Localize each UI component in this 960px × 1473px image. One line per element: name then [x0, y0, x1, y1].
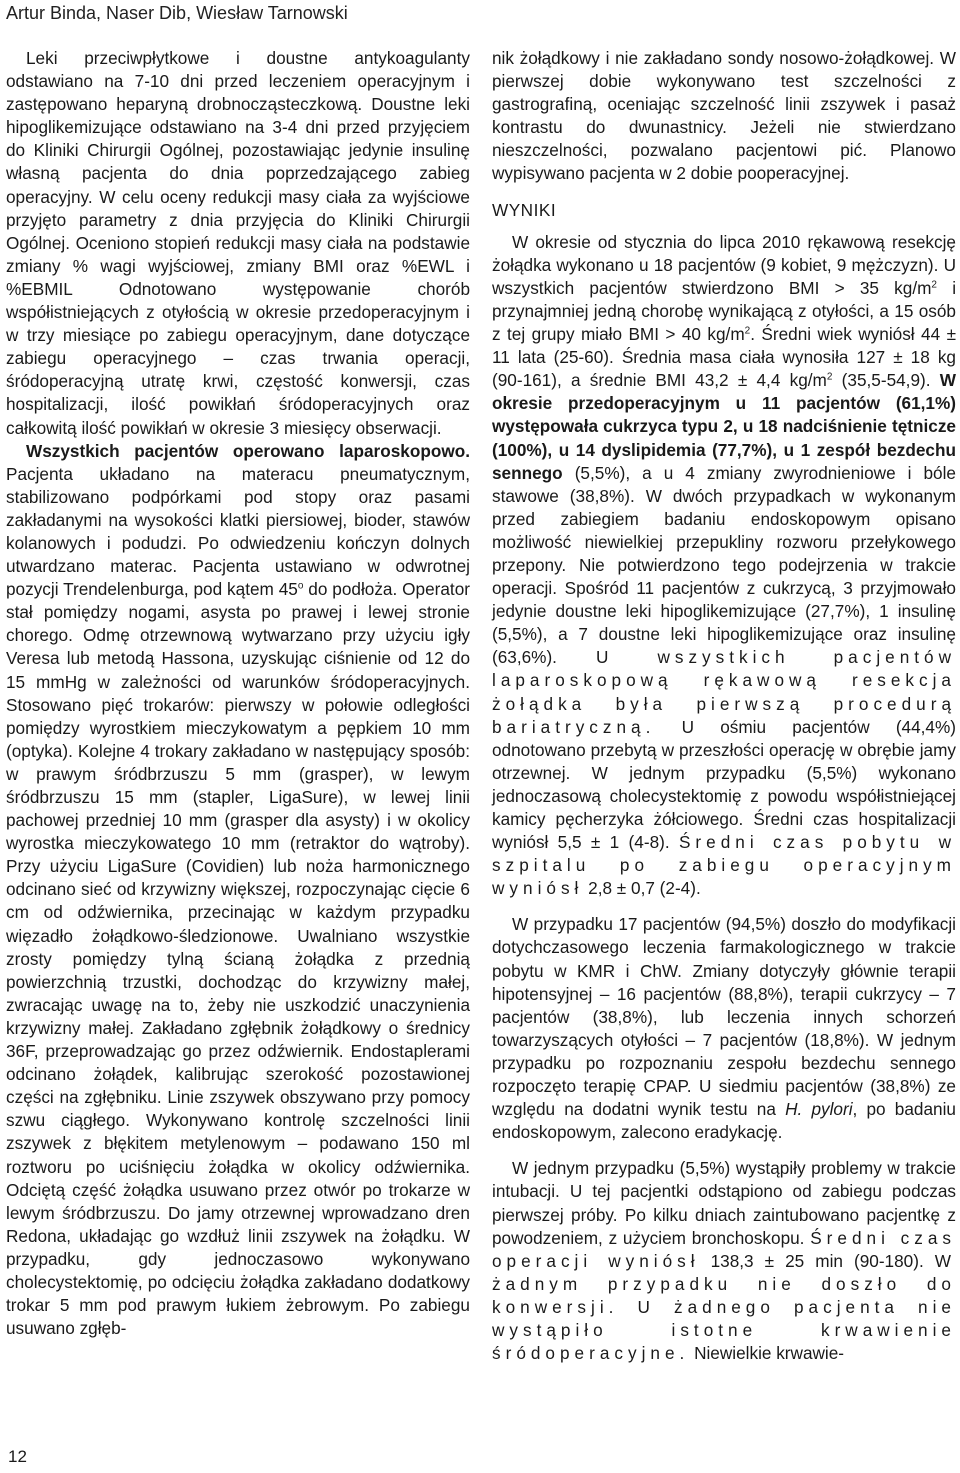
right-column [492, 47, 956, 1365]
results-text-a: W okresie od stycznia do lipca 2010 rękawową resekcję żołądka wykonano u 18 pacjentów (9 kobiet, 9 mężczyzn). U wszystkich pacjentów stwierdzono BMI > 35 kg/m [492, 231, 956, 298]
results-text-b: i przynajmniej jedną chorobę wynikającą z otyłości, a 15 osób z tej grupy miało BMI > 40 kg/m [492, 277, 957, 345]
results-text-g: 2,8 ± 0,7 (2-4). [583, 878, 701, 899]
left-column [6, 47, 470, 1340]
superscript-squared: 2 [744, 325, 751, 337]
spaced-emphasis: Średni czas pobytu w szpitalu po zabiegu operacyjnym wyniósł [492, 832, 956, 899]
superscript-squared: 2 [931, 279, 937, 291]
bold-surgery-lead: Wszystkich pacjentów operowano laparoskopowo. [26, 440, 470, 461]
spaced-emphasis: Średni czas operacji wyniósł [492, 1227, 956, 1271]
surgery-text-continued: do podłoża. Operator stał pomiędzy nogami, asysta po prawej i lewej stronie chorego. Odmę otrzewnową wytwarzano przy użyciu igły Veresa lub metodą Hassona, uzyskując ciśnienie od 12 do 15 mmHg w zależności od warunków śródoperacyjnych. Stosowano pięć trokarów: pierwszy w połowie odległości pomiędzy wyrostkiem mieczykowatym a pępkiem 10 mm (optyka). Kolejne 4 trokary zakładano w następujący sposób: w prawym śródbrzuszu 5 mm (grasper), w lewym śródbrzuszu 15 mm (stapler, LigaSure), w lewej linii pachowej przedniej 10 mm (grasper dla asysty) i w okolicy wyrostka mieczykowatego 10 mm (retraktor do wątroby). Przy użyciu LigaSure (Covidien) lub noża harmonicznego odcinano sieć od krzywizny większej, rozpoczynając cięcie 6 cm od odźwiernika, przecinając w każdym przypadku więzadło żołądkowo-śledzionowe. Uwalniano wszystkie zrosty pomiędzy tylną ścianą żołądka z przednią powierzchnią trzustki, dochodząc do krzywizny małej, zwracając uwagę na to, żeby nie uszkodzić unaczynienia krzywizny małej. Zakładano zgłębnik żołądkowy o średnicy 36F, przeprowadzając go przez odźwiernik. Endostaplerami odcinano żołądek, kalibrując szerokość pozostawionej części na zgłębniku. Linie zszywek obszywano przy pomocy szwu ciągłego. Wykonywano kontrolę szczelności linii zszywek z błękitem metylenowym – podawano 150 ml roztworu po uciśnięciu żołądka w okolicy odźwiernika. Odciętą część żołądka usuwano przez otwór po trokarze w lewym śródbrzuszu. Do jamy otrzewnej wprowadzano dren Redona, układając go wzdłuż linii zszywek na żołądku. W przypadku, gdy jednoczasowo wykonywano cholecystektomię, po odcięciu żołądka zakładano dodatkowy trokar 5 mm pod prawym łukiem żebrowym. Po zabiegu usuwano zgłęb- [6, 579, 470, 1339]
pharmacology-text-tail: , po badaniu endoskopowym, zalecono eradykację. [492, 1099, 956, 1143]
running-head-authors: Artur Binda, Naser Dib, Wiesław Tarnowski [6, 3, 348, 23]
spaced-emphasis: U wszystkich pacjentów laparoskopową rękawową resekcja żołądka była pierwszą procedurą bariatryczną. [492, 647, 957, 737]
paragraph-postop: nik żołądkowy i nie zakładano sondy nosowo-żołądkowej. W pierwszej dobie wykonywano test szczelności z gastrografiną, oceniając szczelność linii zszywek i pasaż kontrastu do dwunastnicy. Jeżeli nie stwierdzano nieszczelności, pozwalano pacjentowi pić. Planowo wypisywano pacjenta w 2 dobie pooperacyjnej. [492, 48, 956, 184]
results-text-f: U ośmiu pacjentów (44,4%) odnotowano przebytą w przeszłości operację w obrębie jamy otrzewnej. W jednym przypadku (5,5%) wykonano jednoczasową cholecystektomię z powodu współistniejącej kamicy pęcherzyka żółciowego. Średni czas hospitalizacji wyniósł 5,5 ± 1 (4-8). [492, 716, 956, 853]
paragraph-intubation [492, 1157, 956, 1365]
surgery-text: Pacjenta układano na materacu pneumatycznym, stabilizowano podpórkami pod stopy oraz pasami zakładanymi na wysokości klatki piersiowej, bioder, stawów kolanowych i podudzi. Po odwiedzeniu kończyn dolnych utwardzano materac. Pacjenta ustawiano w odwrotnej pozycji Trendelenburga, pod kątem 45 [6, 463, 470, 600]
section-heading-results: WYNIKI [492, 199, 557, 220]
superscript-squared: 2 [826, 371, 833, 383]
bold-comorbidities: W okresie przedoperacyjnym u 11 pacjentów (61,1%) występowała cukrzyca typu 2, u 18 nadciśnienie tętnicze (100%), u 14 dyslipidemia (77,7%), u 1 zespół bezdechu sennego [492, 370, 956, 483]
results-text-e: (5,5%), a u 4 zmiany zwyrodnieniowe i bóle stawowe (38,8%). W dwóch przypadkach w wykonanym przed zabiegiem badaniu endoskopowym opisano możliwość niewielkiej przepukliny rozworu przełykowego przepony. Nie potwierdzono tego podejrzenia w trakcie operacji. Spośród 11 pacjentów z cukrzycą, 3 przyjmowało jedynie doustne leki hipoglikemizujące (27,7%), 1 insulinę (5,5%), a 7 doustne leki hipoglikemizujące oraz insulinę (63,6%). [492, 462, 956, 668]
degree-sign: o [297, 580, 304, 592]
paragraph-results [492, 231, 956, 901]
intubation-text-b: 138,3 ± 25 min (90-180). [699, 1250, 935, 1271]
paragraph-surgery [6, 440, 470, 1341]
page-number: 12 [8, 1447, 27, 1466]
intubation-text-a: W jednym przypadku (5,5%) wystąpiły problemy w trakcie intubacji. U tej pacjentki odstąpiono od zabiegu podczas pierwszej próby. Po kilku dniach zaintubowano pacjentkę z powodzeniem, z użyciem bronchoskopu. [492, 1158, 956, 1248]
results-text-c: . Średni wiek wyniósł 44 ± 11 lata (25-60). Średnia masa ciała wynosiła 127 ± 18 kg (90-161), a średnie BMI 43,2 ± 4,4 kg/m [492, 324, 956, 391]
spaced-emphasis: W żadnym przypadku nie doszło do konwersji. U żadnego pacjenta nie wystąpiło istotne krwawienie śródoperacyjne. [492, 1250, 956, 1364]
paragraph-methods: Leki przeciwpłytkowe i doustne antykoagulanty odstawiano na 7-10 dni przed leczeniem operacyjnym i zastępowano heparyną drobnocząsteczkową. Doustne leki hipoglikemizujące odstawiano na 3-4 dni przed przyjęciem do Kliniki Chirurgii Ogólnej, pozostawiając jedynie insulinę własną pacjenta do dnia poprzedzającego zabieg operacyjny. W celu oceny redukcji masy ciała za wyjściowe przyjęto parametry z dnia przyjęcia do Kliniki Chirurgii Ogólnej. Oceniono stopień redukcji masy ciała na podstawie zmiany % wagi wyjściowej, zmiany BMI oraz %EWL i %EBMIL Odnotowano występowanie chorób współistniejących z otyłością w okresie przedoperacyjnym i w trzy miesiące po zabiegu operacyjnym, dane dotyczące zabiegu operacyjnego – czas trwania operacji, śródoperacyjną utratę krwi, częstość konwersji, czas hospitalizacji, ilość powikłań śródoperacyjnych oraz całkowitą ilość powikłań w okresie 3 miesięcy obserwacji. [6, 48, 470, 438]
italic-species: H. pylori [785, 1099, 853, 1120]
paragraph-pharmacology [492, 913, 956, 1144]
intubation-text-c: Niewielkie krwawie- [689, 1343, 845, 1364]
results-text-d: (35,5-54,9). [832, 370, 940, 391]
pharmacology-text: W przypadku 17 pacjentów (94,5%) doszło do modyfikacji dotychczasowego leczenia farmakologicznego w trakcie pobytu w KMR i ChW. Zmiany dotyczyły głównie terapii hipotensyjnej – 16 pacjentów (88,8%), terapii cukrzycy – 7 pacjentów (38,8%), lub leczenia innych schorzeń towarzyszących otyłości – 7 pacjentów (18,8%). W jednym przypadku po rozpoznaniu zespołu bezdechu sennego rozpoczęto terapię CPAP. U siedmiu pacjentów (38,8%) ze względu na dodatni wynik testu na [492, 914, 956, 1120]
